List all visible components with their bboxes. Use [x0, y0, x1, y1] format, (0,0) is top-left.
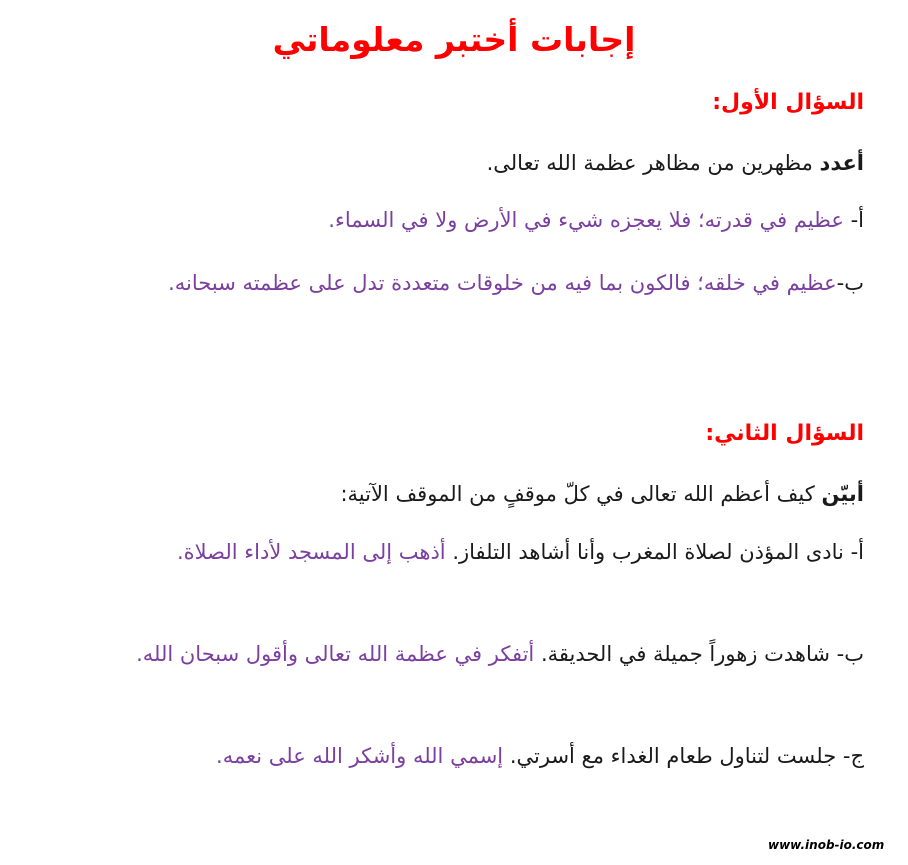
question-1-verb: أعدد — [819, 151, 864, 175]
answer-text: إسمي الله وأشكر الله على نعمه. — [216, 744, 504, 768]
situation-text: شاهدت زهوراً جميلة في الحديقة. — [534, 642, 830, 666]
item-label: ب- — [836, 271, 864, 295]
item-label: أ- — [843, 540, 864, 564]
item-label: أ- — [843, 208, 864, 232]
question-1-heading: السؤال الأول: — [712, 90, 864, 115]
item-label: ج- — [836, 744, 864, 768]
situation-text: نادى المؤذن لصلاة المغرب وأنا أشاهد التلفاز. — [445, 540, 844, 564]
page-title: إجابات أختبر معلوماتي — [272, 20, 636, 59]
question-2-heading: السؤال الثاني: — [705, 421, 864, 446]
question-2-item-a — [88, 533, 864, 571]
answer-text: عظيم في خلقه؛ فالكون بما فيه من خلوقات متعددة تدل على عظمته سبحانه. — [168, 271, 837, 295]
question-2-prompt-text: كيف أعظم الله تعالى في كلّ موقفٍ من الموقف الآتية: — [340, 482, 822, 506]
site-watermark: www.inob-io.com — [768, 838, 885, 852]
question-1-item-b — [88, 264, 864, 302]
question-2-item-b — [88, 635, 864, 673]
answer-text: عظيم في قدرته؛ فلا يعجزه شيء في الأرض ولا في السماء. — [328, 208, 844, 232]
question-2-prompt — [340, 477, 864, 511]
question-1-item-a — [328, 203, 864, 237]
question-1-prompt-text: مظهرين من مظاهر عظمة الله تعالى. — [486, 151, 820, 175]
question-1-prompt — [487, 146, 864, 180]
question-2-item-c — [88, 737, 864, 775]
answer-text: أذهب إلى المسجد لأداء الصلاة. — [176, 540, 446, 564]
answer-text: أتفكر في عظمة الله تعالى وأقول سبحان الله. — [136, 642, 535, 666]
situation-text: جلست لتناول طعام الغداء مع أسرتي. — [503, 744, 837, 768]
item-label: ب- — [829, 642, 864, 666]
question-2-verb: أبيّن — [821, 482, 864, 506]
